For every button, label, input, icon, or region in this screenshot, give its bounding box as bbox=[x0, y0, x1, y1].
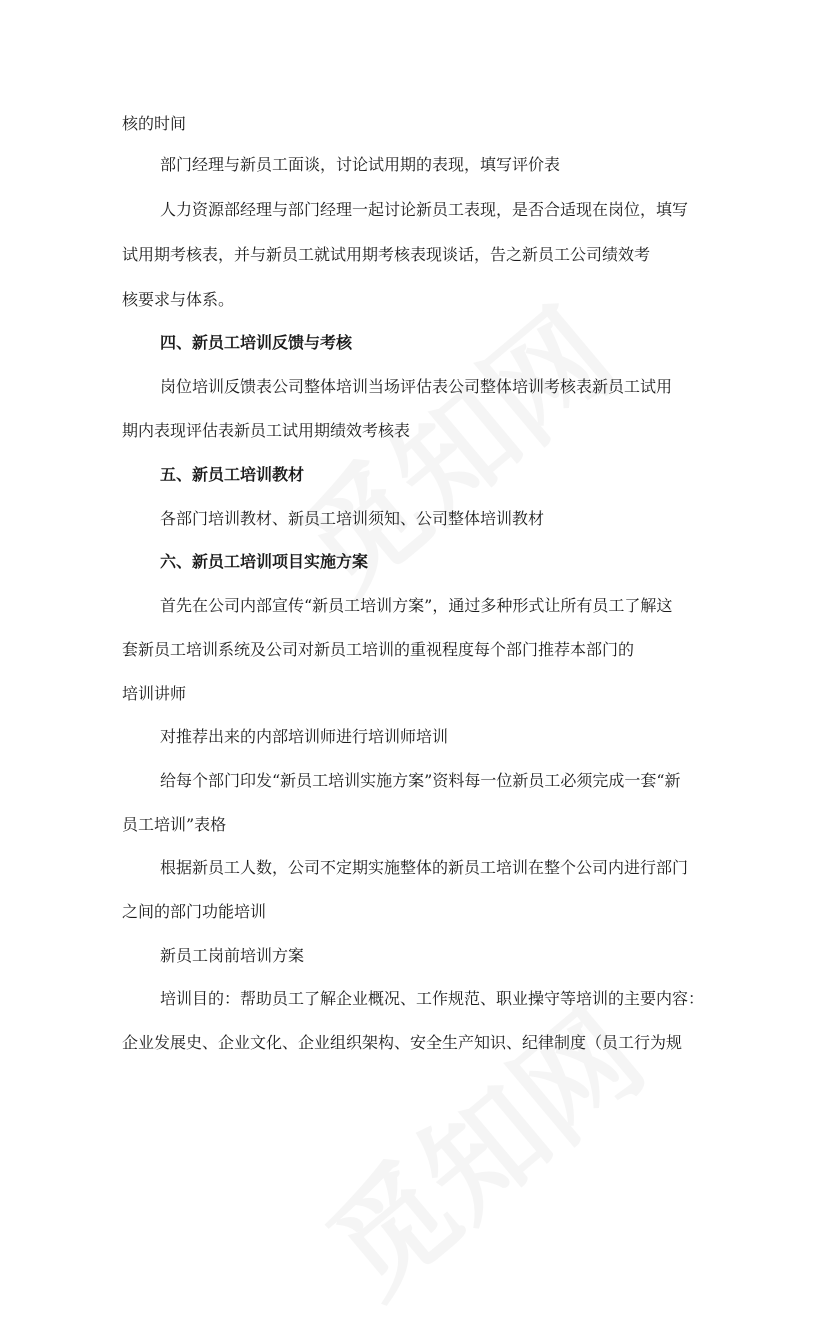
paragraph-line: 核要求与体系。 bbox=[122, 290, 235, 309]
paragraph-line: 试用期考核表，并与新员工就试用期考核表现谈话，告之新员工公司绩效考 bbox=[122, 245, 651, 264]
paragraph-line: 企业发展史、企业文化、企业组织架构、安全生产知识、纪律制度（员工行为规 bbox=[122, 1033, 683, 1052]
watermark bbox=[257, 264, 643, 627]
paragraph-line: 首先在公司内部宣传“新员工培训方案”，通过多种形式让所有员工了解这 bbox=[160, 596, 673, 615]
section-heading: 四、新员工培训反馈与考核 bbox=[160, 333, 353, 352]
paragraph-line: 各部门培训教材、新员工培训须知、公司整体培训教材 bbox=[160, 509, 545, 528]
watermark bbox=[287, 964, 673, 1327]
paragraph-line: 对推荐出来的内部培训师进行培训师培训 bbox=[160, 727, 449, 746]
section-heading: 六、新员工培训项目实施方案 bbox=[160, 552, 369, 571]
paragraph-line: 培训目的：帮助员工了解企业概况、工作规范、职业操守等培训的主要内容： bbox=[160, 989, 705, 1008]
paragraph-line: 岗位培训反馈表公司整体培训当场评估表公司整体培训考核表新员工试用 bbox=[160, 377, 673, 396]
paragraph-line: 培训讲师 bbox=[122, 684, 187, 703]
paragraph-line: 套新员工培训系统及公司对新员工培训的重视程度每个部门推荐本部门的 bbox=[122, 640, 635, 659]
paragraph-line: 员工培训”表格 bbox=[122, 815, 227, 834]
paragraph-line: 给每个部门印发“新员工培训实施方案”资料每一位新员工必须完成一套“新 bbox=[160, 771, 681, 790]
paragraph-line: 核的时间 bbox=[122, 114, 187, 133]
paragraph-line: 部门经理与新员工面谈，讨论试用期的表现，填写评价表 bbox=[160, 155, 561, 174]
paragraph-line: 人力资源部经理与部门经理一起讨论新员工表现，是否合适现在岗位，填写 bbox=[160, 200, 689, 219]
paragraph-line: 根据新员工人数，公司不定期实施整体的新员工培训在整个公司内进行部门 bbox=[160, 858, 689, 877]
paragraph-line: 之间的部门功能培训 bbox=[122, 902, 267, 921]
section-heading: 五、新员工培训教材 bbox=[160, 465, 305, 484]
paragraph-line: 新员工岗前培训方案 bbox=[160, 946, 305, 965]
paragraph-line: 期内表现评估表新员工试用期绩效考核表 bbox=[122, 421, 411, 440]
